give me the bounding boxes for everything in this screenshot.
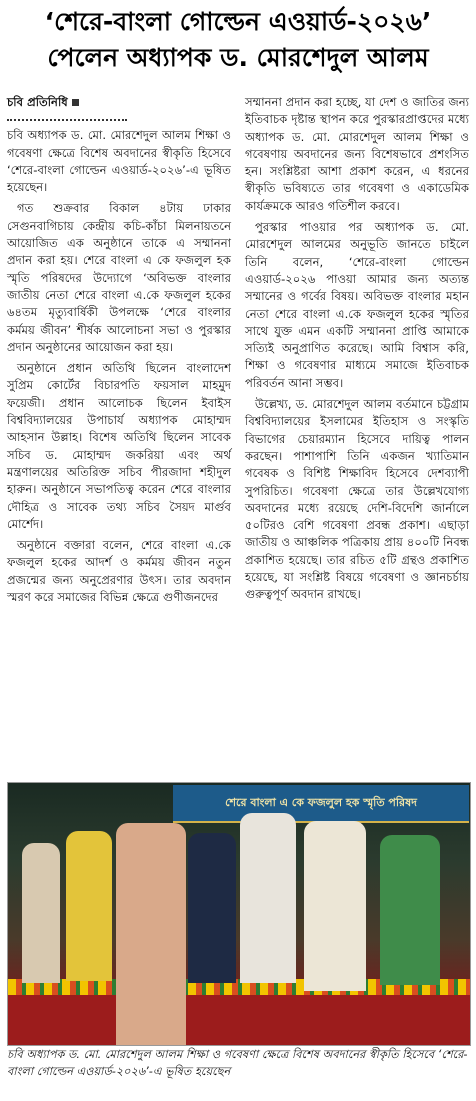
paragraph: চবি অধ্যাপক ড. মো. মোরশেদুল আলম শিক্ষা ও গবেষণা ক্ষেত্রে বিশেষ অবদানের স্বীকৃতি হিসেবে ‘শেরে-বাংলা গোল্ডেন এওয়ার্ড-২০২৬’-এ ভূষিত হয়েছেন। — [7, 128, 231, 195]
person — [66, 831, 112, 981]
person — [188, 833, 236, 983]
award-ceremony-photo — [7, 782, 471, 1046]
headline-line-1: ‘শেরে-বাংলা গোল্ডেন এওয়ার্ড-২০২৬’ — [44, 7, 432, 36]
paragraph: পুরস্কার পাওয়ার পর অধ্যাপক ড. মো. মোরশেদুল আলমের অনুভূতি জানতে চাইলে তিনি বলেন, ‘শেরে-বাংলা গোল্ডেন এওয়ার্ড-২০২৬ পাওয়া আমার জন্য অত্যন্ত সম্মানের ও গর্বের বিষয়। অবিভক্ত বাংলার মহান নেতা শেরে বাংলা এ.কে ফজলুল হকের স্মৃতির সাথে যুক্ত এমন একটি সম্মাননা প্রাপ্তি আমাকে সত্যিই অনুপ্রাণিত করেছে। আমি বিশ্বাস করি, শিক্ষা ও গবেষণার মাধ্যমে সমাজে ইতিবাচক পরিবর্তন আনা সম্ভব। — [245, 220, 469, 390]
stage-banner: শেরে বাংলা এ কে ফজলুল হক স্মৃতি পরিষদ — [173, 785, 469, 823]
paragraph: অনুষ্ঠানে বক্তারা বলেন, শেরে বাংলা এ.কে ফজলুল হকের আদর্শ ও কর্মময় জীবন নতুন প্রজন্মের জন্য অনুপ্রেরণার উৎস। তার অবদান স্মরণ করে সমাজের বিভিন্ন ক্ষেত্রে গুণীজনদের — [7, 538, 231, 605]
person — [22, 843, 60, 983]
headline — [4, 4, 472, 76]
byline — [7, 94, 231, 111]
photo-caption: চবি অধ্যাপক ড. মো. মোরশেদুল আলম শিক্ষা ও গবেষণা ক্ষেত্রে বিশেষ অবদানের স্বীকৃতি হিসেবে ‘শেরে-বাংলা গোল্ডেন এওয়ার্ড-২০২৬’-এ ভূষিত হয়েছেন — [7, 1048, 468, 1078]
paragraph: সম্মাননা প্রদান করা হচ্ছে, যা দেশ ও জাতির জন্য ইতিবাচক দৃষ্টান্ত স্থাপন করে পুরস্কারপ্রাপ্তদের মধ্যে অধ্যাপক ড. মো. মোরশেদুল আলম শিক্ষা ও গবেষণায় অবদানের জন্য বিশেষভাবে প্রশংসিত হন। সংশ্লিষ্টরা আশা প্রকাশ করেন, এ ধরনের স্বীকৃতি ভবিষ্যতে তার গবেষণা ও একাডেমিক কার্যক্রমকে আরও গতিশীল করবে। — [245, 95, 469, 213]
dotted-divider — [7, 113, 127, 121]
article-column-left — [7, 94, 231, 610]
square-bullet-icon — [72, 99, 79, 106]
person-awardee — [116, 823, 186, 1045]
paragraph: উল্লেখ্য, ড. মোরশেদুল আলম বর্তমানে চট্টগ্রাম বিশ্ববিদ্যালয়ের ইসলামের ইতিহাস ও সংস্কৃতি বিভাগের চেয়ারম্যান হিসেবে দায়িত্ব পালন করছেন। পাশাপাশি তিনি একজন খ্যাতিমান গবেষক ও বিশিষ্ট শিক্ষাবিদ হিসেবে দেশব্যাপী সুপরিচিত। গবেষণা ক্ষেত্রে তার উল্লেখযোগ্য অবদানের মধ্যে রয়েছে দেশি-বিদেশি জার্নালে ৫০টিরও বেশি গবেষণা প্রবন্ধ প্রকাশ। এছাড়া জাতীয় ও আঞ্চলিক পত্রিকায় প্রায় ৪০০টি নিবন্ধ প্রকাশিত হয়েছে। তার রচিত ৫টি গ্রন্থও প্রকাশিত হয়েছে, যা সংশ্লিষ্ট বিষয়ে গবেষণা ও জ্ঞানচর্চায় গুরুত্বপূর্ণ অবদান রাখছে। — [245, 397, 469, 602]
byline-text: চবি প্রতিনিধি — [7, 95, 68, 109]
person — [380, 835, 440, 985]
paragraph: অনুষ্ঠানে প্রধান অতিথি ছিলেন বাংলাদেশ সুপ্রিম কোর্টের বিচারপতি ফয়সাল মাহমুদ ফয়েজী। প্রধান আলোচক ছিলেন ইবাইস বিশ্ববিদ্যালয়ের উপাচার্য অধ্যাপক মোহাম্মদ আহসান উল্লাহ। বিশেষ অতিথি ছিলেন সাবেক সচিব ড. মোহাম্মদ জকরিয়া এবং অর্থ মন্ত্রণালয়ের অতিরিক্ত সচিব পীরজাদা শহীদুল হারুন। অনুষ্ঠানে সভাপতিত্ব করেন শেরে বাংলার দৌহিত্র ও সাবেক তথ্য সচিব সৈয়দ মার্গুব মোর্শেদ। — [7, 361, 231, 531]
article-column-right — [245, 94, 469, 608]
person — [240, 813, 296, 983]
headline-line-2: পেলেন অধ্যাপক ড. মোরশেদুল আলম — [47, 43, 429, 72]
paragraph: গত শুক্রবার বিকাল ৪টায় ঢাকার সেগুনবাগিচায় কেন্দ্রীয় কচি-কাঁচা মিলনায়তনে আয়োজিত এক অনুষ্ঠানে তাকে এ সম্মাননা প্রদান করা হয়। শেরে বাংলা এ কে ফজলুল হক স্মৃতি পরিষদের উদ্যোগে ‘অবিভক্ত বাংলার জাতীয় নেতা শেরে বাংলা এ.কে ফজলুল হকের ৬৪তম মৃত্যুবার্ষিকী উপলক্ষে ‘শেরে বাংলার কর্মময় জীবন’ শীর্ষক আলোচনা সভা ও পুরস্কার প্রদান অনুষ্ঠানের আয়োজন করা হয়। — [7, 201, 231, 354]
person — [304, 821, 366, 991]
